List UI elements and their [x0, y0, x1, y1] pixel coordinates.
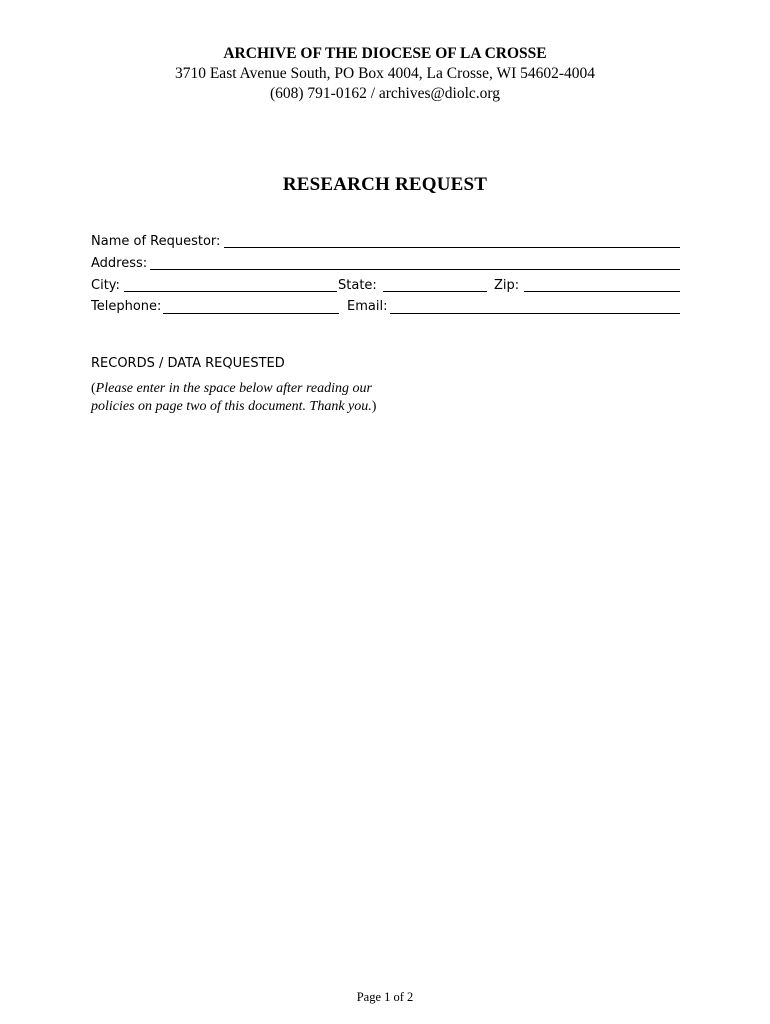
instructions-line-2: policies on page two of this document. Thank you. [91, 399, 372, 414]
name-field[interactable] [224, 247, 680, 248]
email-field[interactable] [390, 313, 680, 314]
instructions-line-1: Please enter in the space below after reading our [95, 381, 372, 396]
records-heading: RECORDS / DATA REQUESTED [91, 356, 285, 371]
instructions-open-paren: ( [91, 381, 96, 396]
email-label: Email: [347, 299, 388, 314]
zip-label: Zip: [494, 278, 520, 293]
state-label: State: [338, 278, 377, 293]
telephone-label: Telephone: [91, 299, 162, 314]
page-number: Page 1 of 2 [356, 990, 414, 1004]
city-field[interactable] [124, 291, 337, 292]
telephone-field[interactable] [163, 313, 339, 314]
instructions-close-paren: ) [371, 399, 377, 414]
organization-address: 3710 East Avenue South, PO Box 4004, La Crosse, WI 54602-4004 [174, 65, 596, 82]
records-instructions [91, 380, 376, 416]
document-title: RESEARCH REQUEST [282, 174, 488, 195]
records-request-field[interactable] [91, 428, 679, 968]
state-field[interactable] [383, 291, 487, 292]
address-label: Address: [91, 256, 148, 271]
name-label: Name of Requestor: [91, 234, 221, 249]
address-field[interactable] [150, 269, 680, 270]
organization-name: ARCHIVE OF THE DIOCESE OF LA CROSSE [223, 45, 547, 62]
organization-contact: (608) 791-0162 / archives@diolc.org [269, 85, 501, 102]
city-label: City: [91, 278, 120, 293]
zip-field[interactable] [524, 291, 680, 292]
document-header [0, 44, 770, 104]
